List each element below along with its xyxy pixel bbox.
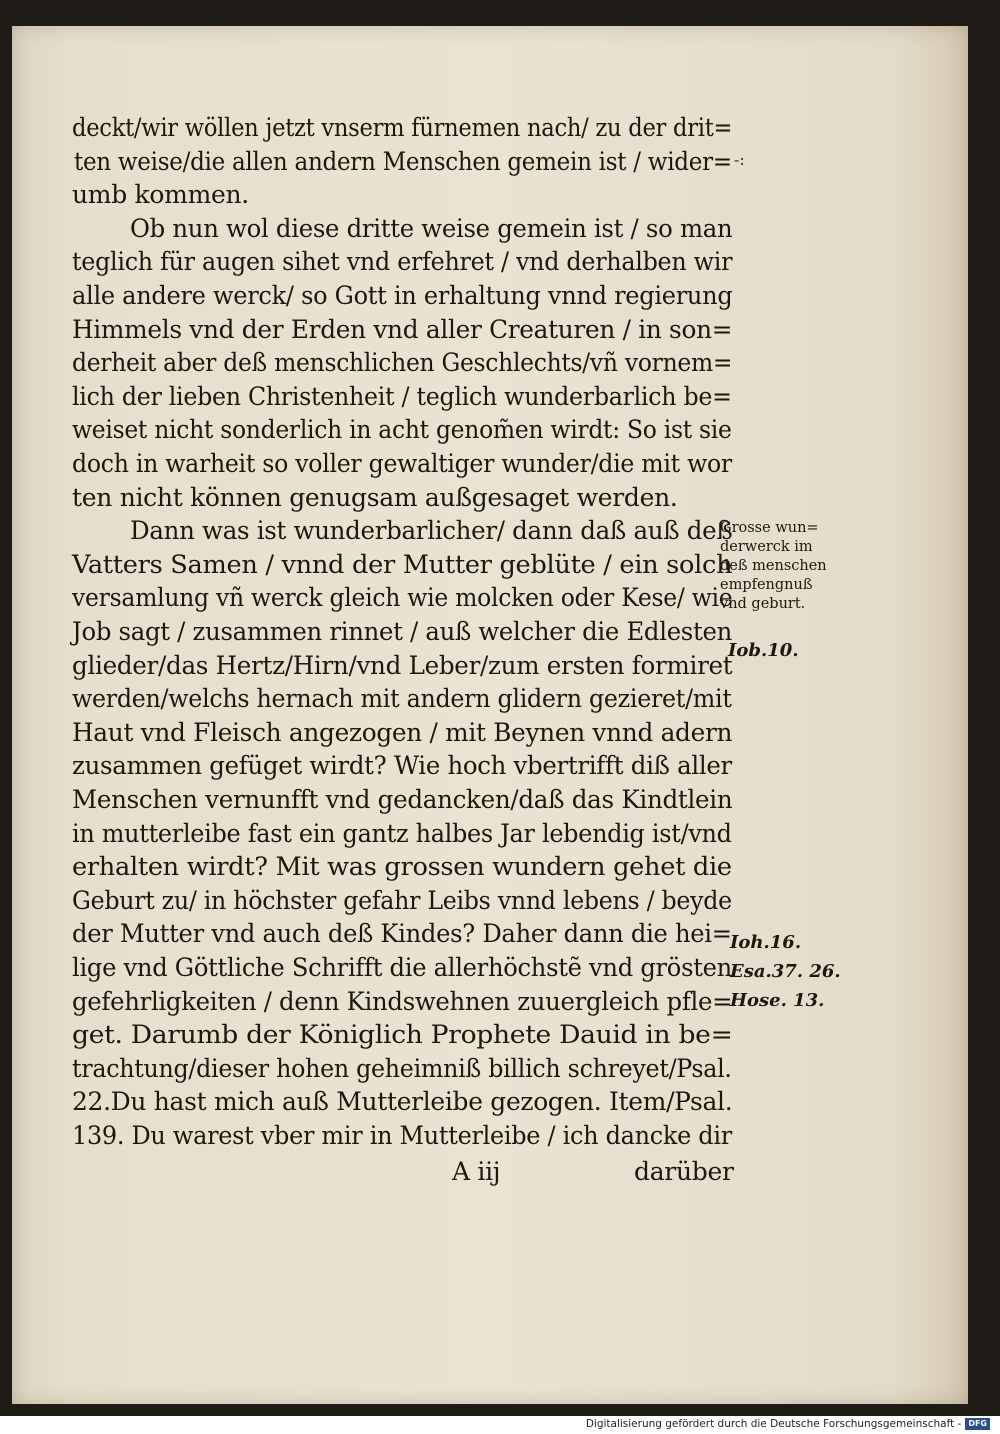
- text-line: Vatters Samen / vnnd der Mutter geblüte / ein solch: [72, 549, 733, 579]
- text-line: 22.Du hast mich auß Mutterleibe gezogen. Item/Psal.: [72, 1087, 733, 1117]
- text-line: lich der lieben Christenheit / teglich wunderbarlich be=: [72, 381, 732, 411]
- text-line: Himmels vnd der Erden vnd aller Creaturen / in son=: [72, 314, 733, 344]
- footer-credit: [586, 1418, 990, 1430]
- text-line: deckt/wir wöllen jetzt vnserm fürnemen nach/ zu der drit=: [72, 113, 733, 142]
- book-page: [12, 26, 968, 1404]
- text-line: weiset nicht sonderlich in acht genom̃en wirdt: So ist sie: [72, 415, 732, 445]
- text-line: Dann was ist wunderbarlicher/ dann daß auß deß: [130, 516, 733, 546]
- text-line: ten nicht können genugsam außgesaget werden.: [72, 482, 678, 512]
- text-line: glieder/das Hertz/Hirn/vnd Leber/zum ersten formiret: [72, 650, 733, 680]
- marginal-note-line: vnd geburt.: [720, 596, 806, 612]
- text-line: versamlung vñ werck gleich wie molcken oder Kese/ wie: [72, 583, 733, 613]
- footer-text: Digitalisierung gefördert durch die Deutsche Forschungsgemeinschaft -: [585, 1418, 962, 1430]
- marginal-note-line: derwerck im: [720, 539, 813, 555]
- signature-mark: A iij: [452, 1157, 501, 1186]
- marginal-reference: Hose. 13.: [730, 990, 825, 1011]
- text-line: in mutterleibe fast ein gantz halbes Jar lebendig ist/vnd: [72, 818, 732, 848]
- text-line: Ob nun wol diese dritte weise gemein ist / so man: [130, 213, 733, 243]
- text-line: get. Darumb der Königlich Prophete Dauid in be=: [72, 1020, 733, 1050]
- marginal-note-line: Grosse wun=: [720, 520, 819, 536]
- text-line: gefehrligkeiten / denn Kindswehnen zuuergleich pfle=: [72, 986, 733, 1016]
- text-line: ten weise/die allen andern Menschen gemein ist / wider=: [74, 146, 732, 176]
- text-line: Job sagt / zusammen rinnet / auß welcher die Edlesten: [72, 617, 732, 646]
- text-line: 139. Du warest vber mir in Mutterleibe / ich dancke dir: [72, 1121, 732, 1150]
- catchword: darüber: [634, 1157, 734, 1186]
- marginal-note-line: deß menschen: [720, 558, 827, 574]
- stray-mark: -:: [734, 150, 745, 169]
- text-line: Menschen vernunfft vnd gedancken/daß das Kindtlein: [72, 785, 733, 814]
- text-line: zusammen gefüget wirdt? Wie hoch vbertrifft diß aller: [72, 751, 732, 781]
- dfg-logo: DFG: [965, 1418, 990, 1430]
- marginal-reference: Esa.37. 26.: [730, 961, 841, 982]
- text-line: derheit aber deß menschlichen Geschlechts/vñ vornem=: [72, 348, 733, 378]
- marginal-note-line: empfengnuß: [720, 577, 813, 593]
- text-line: werden/welchs hernach mit andern glidern gezieret/mit: [72, 684, 732, 714]
- text-line: alle andere werck/ so Gott in erhaltung vnnd regierung: [72, 281, 733, 310]
- text-line: umb kommen.: [72, 180, 249, 210]
- text-line: der Mutter vnd auch deß Kindes? Daher dann die hei=: [72, 919, 732, 949]
- text-line: Haut vnd Fleisch angezogen / mit Beynen vnnd adern: [72, 717, 733, 747]
- text-line: doch in warheit so voller gewaltiger wunder/die mit wor: [72, 449, 732, 478]
- text-line: erhalten wirdt? Mit was grossen wundern gehet die: [72, 852, 732, 882]
- text-line: trachtung/dieser hohen geheimniß billich schreyet/Psal.: [72, 1053, 732, 1083]
- marginal-reference: Iob.10.: [728, 640, 799, 661]
- marginal-reference: Ioh.16.: [730, 932, 802, 953]
- text-line: lige vnd Göttliche Schrifft die allerhöchstẽ vnd grösten: [72, 953, 732, 982]
- text-line: teglich für augen sihet vnd erfehret / vnd derhalben wir: [72, 247, 733, 277]
- text-line: Geburt zu/ in höchster gefahr Leibs vnnd lebens / beyde: [72, 885, 732, 915]
